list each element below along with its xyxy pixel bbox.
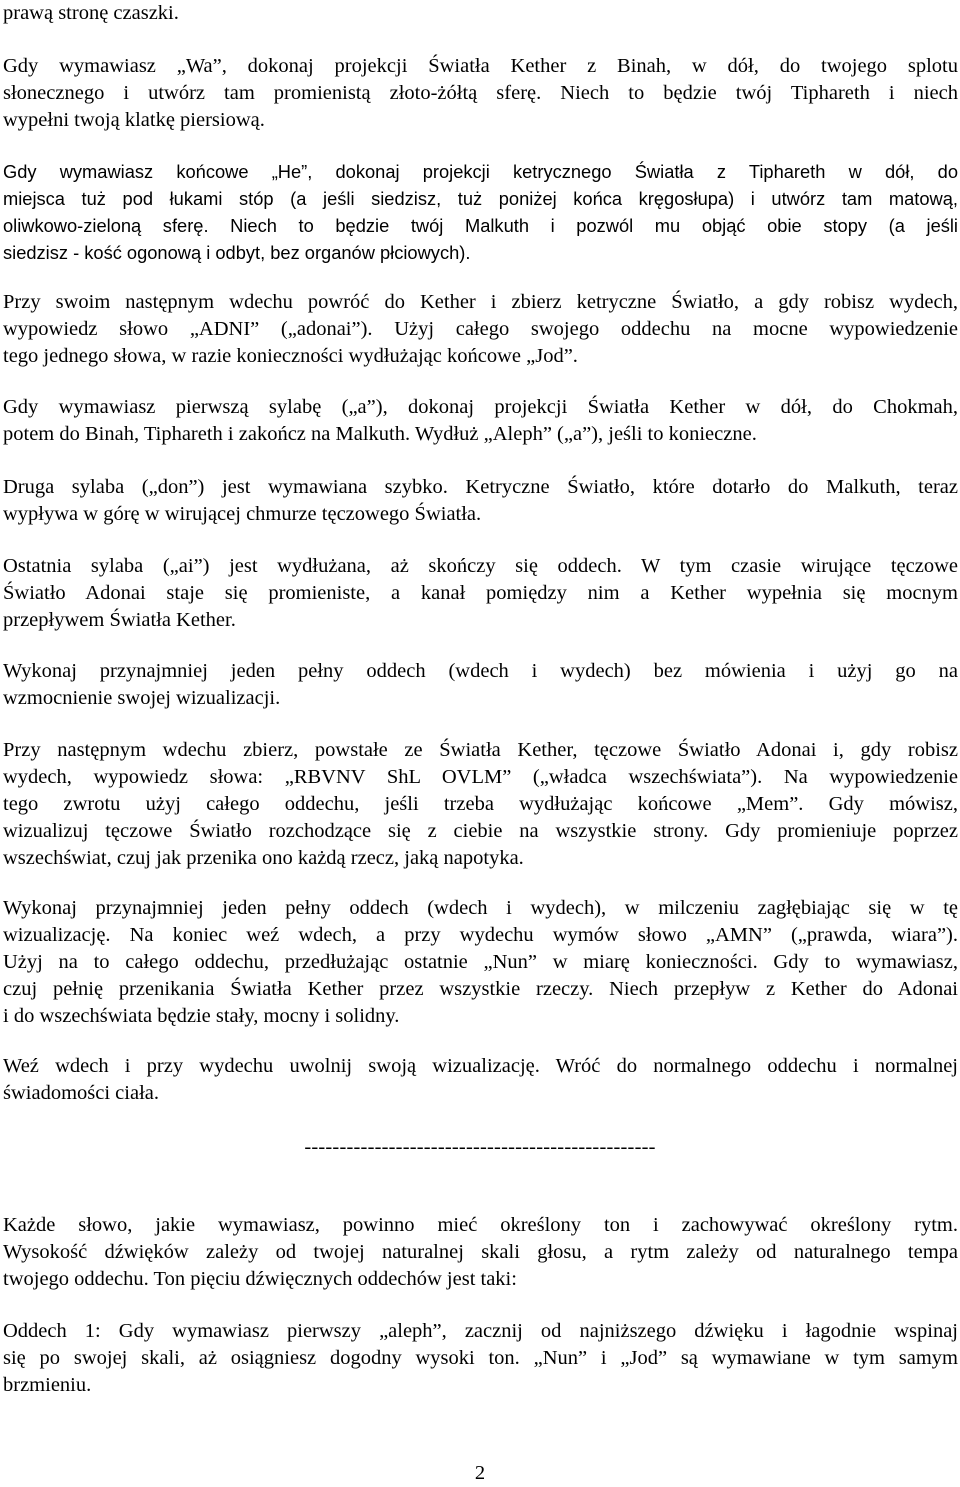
- text-line: miejsca tuż pod łukami stóp (a jeśli siedzisz, tuż poniżej końca kręgosłupa) i utwórz tam matową,: [3, 188, 958, 209]
- text-line: Gdy wymawiasz końcowe „He”, dokonaj projekcji ketrycznego Światła z Tiphareth w dół, do: [3, 161, 958, 182]
- text-line: potem do Binah, Tiphareth i zakończ na Malkuth. Wydłuż „Aleph” („a”), jeśli to konieczne.: [3, 423, 757, 445]
- text-line: Użyj na to całego oddechu, przedłużając ostatnie „Nun” w miarę konieczności. Gdy to wymawiasz,: [3, 951, 958, 973]
- text-line: Wysokość dźwięków zależy od twojej naturalnej skali głosu, a rytm zależy od naturalnego tempa: [3, 1241, 958, 1263]
- text-line: wizualizację. Na koniec weź wdech, a przy wydechu wymów słowo „AMN” („prawda, wiara”).: [3, 924, 958, 946]
- section-divider: --------------------------------------------------: [304, 1136, 656, 1158]
- paragraph: [3, 289, 958, 370]
- text-line: się po swojej skali, aż osiągniesz dogodny wysoki ton. „Nun” i „Jod” są wymawiane w tym samym: [3, 1347, 958, 1369]
- text-line: Wykonaj przynajmniej jeden pełny oddech (wdech i wydech) bez mówienia i użyj go na: [3, 660, 958, 682]
- paragraph: [3, 658, 958, 712]
- page-number: 2: [474, 1462, 486, 1484]
- text-line: oliwkowo-zieloną sferę. Niech to będzie twój Malkuth i pozwól mu objąć obie stopy (a jeśli: [3, 215, 958, 236]
- paragraph: [3, 1212, 958, 1293]
- text-line: tego jednego słowa, w razie konieczności wydłużając końcowe „Jod”.: [3, 345, 578, 367]
- text-line: wypełni twoją klatkę piersiową.: [3, 109, 265, 131]
- paragraph: [3, 0, 958, 27]
- paragraph: [3, 553, 958, 634]
- text-line: wszechświat, czuj jak przenika ono każdą rzecz, jaką napotyka.: [3, 847, 524, 869]
- text-line: twojego oddechu. Ton pięciu dźwięcznych oddechów jest taki:: [3, 1268, 517, 1290]
- paragraph: [3, 158, 958, 266]
- text-line: Przy swoim następnym wdechu powróć do Kether i zbierz ketryczne Światło, a gdy robisz wydech,: [3, 291, 958, 313]
- text-line: świadomości ciała.: [3, 1082, 159, 1104]
- text-line: Światło Adonai staje się promieniste, a kanał pomiędzy nim a Kether wypełnia się mocnym: [3, 582, 958, 604]
- text-line: i do wszechświata będzie stały, mocny i solidny.: [3, 1005, 400, 1027]
- text-line: Gdy wymawiasz pierwszą sylabę („a”), dokonaj projekcji Światła Kether w dół, do Chokmah,: [3, 396, 958, 418]
- paragraph: [3, 474, 958, 528]
- text-line: Przy następnym wdechu zbierz, powstałe ze Światła Kether, tęczowe Światło Adonai i, gdy robisz: [3, 739, 958, 761]
- text-line: wzmocnienie swojej wizualizacji.: [3, 687, 281, 709]
- paragraph: [3, 394, 958, 448]
- text-line: Każde słowo, jakie wymawiasz, powinno mieć określony ton i zachowywać określony rytm.: [3, 1214, 958, 1236]
- paragraph: [3, 895, 958, 1030]
- paragraph: [3, 1318, 958, 1399]
- paragraph: [3, 737, 958, 872]
- text-line: wypływa w górę w wirującej chmurze tęczowego Światła.: [3, 503, 482, 525]
- text-line: siedzisz - kość ogonową i odbyt, bez organów płciowych).: [3, 242, 471, 263]
- text-line: brzmieniu.: [3, 1374, 92, 1396]
- text-line: Weź wdech i przy wydechu uwolnij swoją wizualizację. Wróć do normalnego oddechu i normalnej: [3, 1055, 958, 1077]
- paragraph: [3, 53, 958, 134]
- text-line: tego zwrotu użyj całego oddechu, jeśli trzeba wydłużając końcowe „Mem”. Gdy mówisz,: [3, 793, 958, 815]
- text-line: wizualizuj tęczowe Światło rozchodzące się z ciebie na wszystkie strony. Gdy promieniuje poprzez: [3, 820, 958, 842]
- text-line: Wykonaj przynajmniej jeden pełny oddech (wdech i wydech), w milczeniu zagłębiając się w tę: [3, 897, 958, 919]
- text-line: wypowiedz słowo „ADNI” („adonai”). Użyj całego swojego oddechu na mocne wypowiedzenie: [3, 318, 958, 340]
- text-line: Oddech 1: Gdy wymawiasz pierwszy „aleph”, zacznij od najniższego dźwięku i łagodnie wspinaj: [3, 1320, 958, 1342]
- text-line: prawą stronę czaszki.: [3, 2, 179, 24]
- text-line: Druga sylaba („don”) jest wymawiana szybko. Ketryczne Światło, które dotarło do Malkuth, teraz: [3, 476, 958, 498]
- paragraph: [3, 1053, 958, 1107]
- text-line: wydech, wypowiedz słowa: „RBVNV ShL OVLM” („władca wszechświata”). Na wypowiedzenie: [3, 766, 958, 788]
- text-line: przepływem Światła Kether.: [3, 609, 236, 631]
- text-line: czuj pełnię przenikania Światła Kether przez wszystkie rzeczy. Niech przepływ z Kether do Adonai: [3, 978, 958, 1000]
- text-line: Ostatnia sylaba („ai”) jest wydłużana, aż skończy się oddech. W tym czasie wirujące tęczowe: [3, 555, 958, 577]
- text-line: słonecznego i utwórz tam promienistą złoto-żółtą sferę. Niech to będzie twój Tiphareth i niech: [3, 82, 958, 104]
- text-line: Gdy wymawiasz „Wa”, dokonaj projekcji Światła Kether z Binah, w dół, do twojego splotu: [3, 55, 958, 77]
